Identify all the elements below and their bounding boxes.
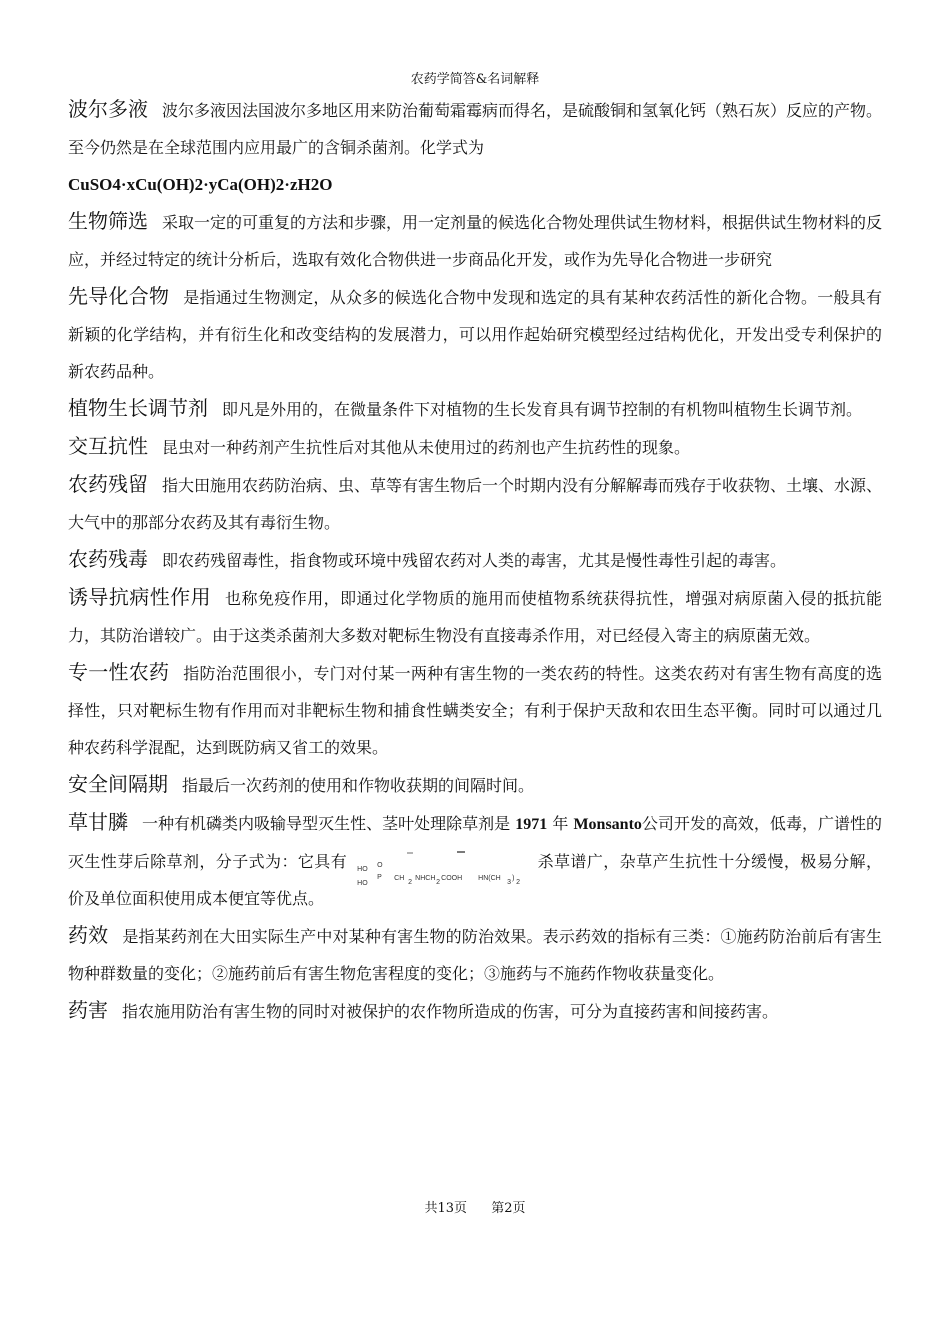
term-title: 药害 <box>68 998 108 1022</box>
term-title: 安全间隔期 <box>68 772 168 796</box>
term-definition: 指大田施用农药防治病、虫、草等有害生物后一个时期内没有分解解毒而残存于收获物、土壤、水源、大气中的那部分农药及其有毒衍生物。 <box>68 476 883 532</box>
structure-label: COOH <box>441 874 463 882</box>
document-body <box>68 91 882 1030</box>
structure-label: HO <box>357 879 368 887</box>
year: 1971 <box>515 816 548 833</box>
term-definition: 即农药残留毒性，指食物或环境中残留农药对人类的毒害，尤其是慢性毒性引起的毒害。 <box>162 551 787 570</box>
term-title: 生物筛选 <box>68 209 148 233</box>
structure-label: ) <box>512 874 515 882</box>
chemical-formula: CuSO4·xCu(OH)2·yCa(OH)2·zH2O <box>68 175 333 194</box>
structure-label: 2 <box>408 878 413 886</box>
term-title: 交互抗性 <box>68 434 148 458</box>
structure-label: 3 <box>507 878 512 886</box>
term-definition: 是指某药剂在大田实际生产中对某种有害生物的防治效果。表示药效的指标有三类：①施药防治前后有害生物种群数量的变化；②施药前后有害生物危害程度的变化；③施药与不施药作物收获量变化。 <box>68 927 882 983</box>
term-definition: 是指通过生物测定，从众多的候选化合物中发现和选定的具有某种农药活性的新化合物。一般具有新颖的化学结构，并有衍生化和改变结构的发展潜力，可以用作起始研究模型经过结构优化，开发出受专利保护的新农药品种。 <box>68 288 882 381</box>
term-definition: 采取一定的可重复的方法和步骤，用一定剂量的候选化合物处理供试生物材料，根据供试生物材料的反应，并经过特定的统计分析后，选取有效化合物供进一步商品化开发，或作为先导化合物进一步研究 <box>68 213 883 269</box>
term-definition: 指防治范围很小，专门对付某一两种有害生物的一类农药的特性。这类农药对有害生物有高度的选择性，只对靶标生物有作用而对非靶标生物和捕食性螨类安全；有利于保护天敌和农田生态平衡。同时可以通过几种农药科学混配，达到既防病又省工的效果。 <box>68 664 882 757</box>
current-page: 第2页 <box>491 1201 526 1216</box>
entry-residue-toxicity <box>68 541 882 579</box>
entry-lead-compound <box>68 278 882 390</box>
structure-label: 2 <box>516 878 521 886</box>
page-header: 农药学简答&名词解释 <box>410 72 540 87</box>
page-footer <box>0 1197 950 1216</box>
term-definition: 指最后一次药剂的使用和作物收获期的间隔时间。 <box>182 776 535 795</box>
entry-specific-pesticide <box>68 654 882 766</box>
entry-efficacy <box>68 917 882 992</box>
term-title: 植物生长调节剂 <box>68 396 208 420</box>
structure-label: CH <box>394 874 405 882</box>
term-definition: 即凡是外用的，在微量条件下对植物的生长发育具有调节控制的有机物叫植物生长调节剂。 <box>222 400 863 419</box>
structure-label: O <box>377 861 383 869</box>
term-title: 诱导抗病性作用 <box>68 585 212 609</box>
entry-bordeaux-mixture <box>68 91 882 203</box>
term-definition: 指农施用防治有害生物的同时对被保护的农作物所造成的伤害，可分为直接药害和间接药害。 <box>122 1002 779 1021</box>
structure-label: HO <box>357 865 368 873</box>
term-definition-part: 年 <box>552 814 569 833</box>
entry-plant-growth-regulator <box>68 390 882 428</box>
structure-label: P <box>377 873 382 881</box>
term-definition: 也称免疫作用，即通过化学物质的施用而使植物系统获得抗性，增强对病原菌入侵的抵抗能力，其防治谱较广。由于这类杀菌剂大多数对靶标生物没有直接毒杀作用，对已经侵入寄主的病原菌无效。 <box>68 589 882 645</box>
entry-phytotoxicity <box>68 992 882 1030</box>
glyphosate-structure-figure <box>357 848 527 887</box>
term-title: 专一性农药 <box>68 660 170 684</box>
structure-label: HN(CH <box>478 874 501 882</box>
structure-label: 2 <box>436 878 441 886</box>
term-title: 药效 <box>68 923 109 947</box>
term-definition-part: 公司开发的高效，低毒，广谱性的灭生性芽后除草剂，分子式为：它具有 <box>68 814 882 871</box>
term-title: 农药残留 <box>68 472 148 496</box>
term-title: 草甘膦 <box>68 810 129 834</box>
term-definition: 昆虫对一种药剂产生抗性后对其他从未使用过的药剂也产生抗药性的现象。 <box>162 438 691 457</box>
entry-glyphosate <box>68 804 882 917</box>
structure-bonds <box>357 848 527 878</box>
term-definition-part: 杀草谱广，杂草产生抗性十分缓慢，极易分解，价及单位面积使用成本便宜等优点。 <box>68 852 882 908</box>
term-title: 先导化合物 <box>68 284 170 308</box>
entry-biological-screening <box>68 203 882 278</box>
term-title: 波尔多液 <box>68 97 148 121</box>
structure-label: NHCH <box>415 874 436 882</box>
entry-cross-resistance <box>68 428 882 466</box>
entry-pesticide-residue <box>68 466 882 541</box>
entry-induced-resistance <box>68 579 882 654</box>
company-name: Monsanto <box>573 816 642 833</box>
term-definition: 波尔多液因法国波尔多地区用来防治葡萄霜霉病而得名，是硫酸铜和氢氧化钙（熟石灰）反应的产物。至今仍然是在全球范围内应用最广的含铜杀菌剂。化学式为 <box>68 101 883 157</box>
term-title: 农药残毒 <box>68 547 148 571</box>
entry-safety-interval <box>68 766 882 804</box>
total-pages: 共13页 <box>424 1201 468 1216</box>
term-definition-part: 一种有机磷类内吸输导型灭生性、茎叶处理除草剂是 <box>142 814 511 833</box>
